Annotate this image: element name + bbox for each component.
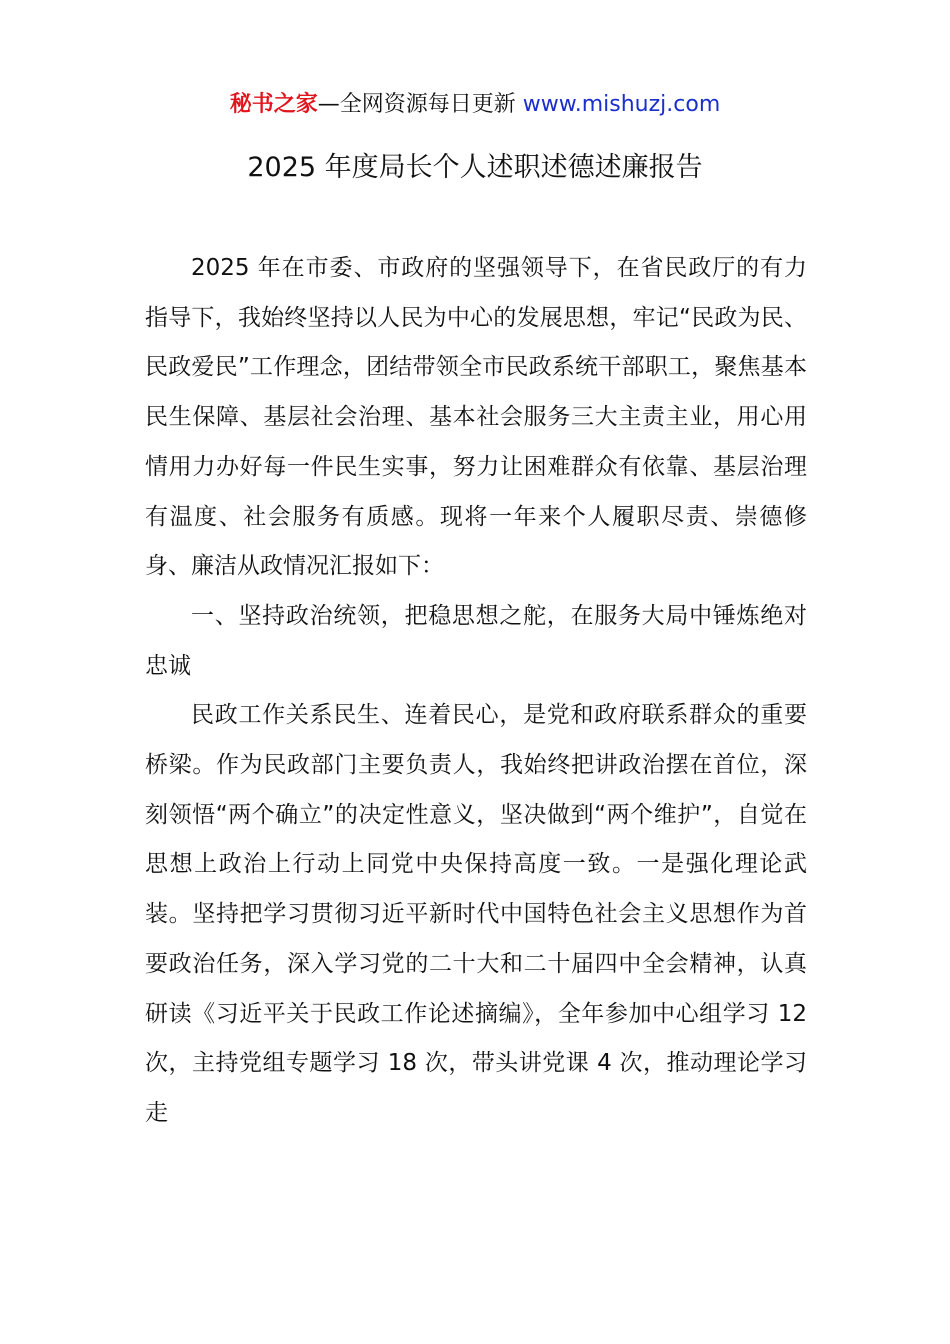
document-title: 2025 年度局长个人述职述德述廉报告 bbox=[247, 152, 703, 183]
banner-tagline: —全网资源每日更新 bbox=[317, 92, 516, 117]
banner-brand: 秘书之家 bbox=[229, 92, 318, 117]
site-banner bbox=[0, 88, 950, 122]
paragraph-section-1: 民政工作关系民生、连着民心，是党和政府联系群众的重要桥梁。作为民政部门主要负责人，我始终把讲政治摆在首位，深刻领悟“两个确立”的决定性意义，坚决做到“两个维护”，自觉在思想上政治上行动上同党中央保持高度一致。一是强化理论武装。坚持把学习贯彻习近平新时代中国特色社会主义思想作为首要政治任务，深入学习党的二十大和二十届四中全会精神，认真研读《习近平关于民政工作论述摘编》，全年参加中心组学习 12 次，主持党组专题学习 18 次，带头讲党课 4 次，推动理论学习走 bbox=[145, 702, 807, 1126]
paragraph-intro: 2025 年在市委、市政府的坚强领导下，在省民政厅的有力指导下，我始终坚持以人民为中心的发展思想，牢记“民政为民、民政爱民”工作理念，团结带领全市民政系统干部职工，聚焦基本民生保障、基层社会治理、基本社会服务三大主责主业，用心用情用力办好每一件民生实事，努力让困难群众有依靠、基层治理有温度、社会服务有质感。现将一年来个人履职尽责、崇德修身、廉洁从政情况汇报如下： bbox=[145, 255, 807, 580]
section-heading-1: 一、坚持政治统领，把稳思想之舵，在服务大局中锤炼绝对忠诚 bbox=[145, 602, 807, 679]
document-body bbox=[145, 244, 807, 1139]
banner-url-link[interactable]: www.mishuzj.com bbox=[522, 92, 721, 117]
